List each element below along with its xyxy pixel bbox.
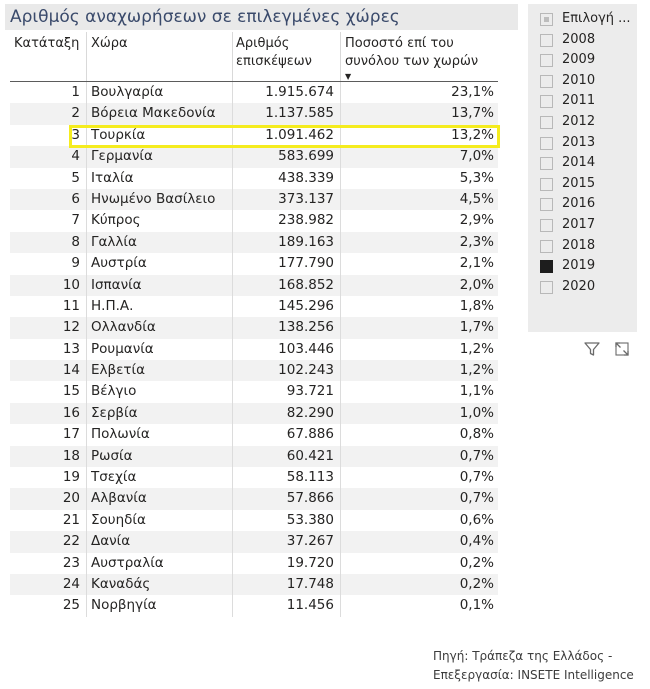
rank-cell: 10 [62,276,80,293]
country-cell: Νορβηγία [91,597,157,614]
slicer-item-label: Επιλογή ... [562,11,631,26]
table-row[interactable] [10,82,498,103]
column-divider [232,553,233,574]
visits-cell: 19.720 [286,554,334,571]
visits-cell: 58.113 [286,469,334,486]
percentage-cell: 0,7% [459,490,494,507]
slicer-item-label: 2011 [562,93,596,109]
slicer-select-all[interactable] [528,9,637,30]
visual-title: Αριθμός αναχωρήσεων σε επιλεγμένες χώρες [5,4,518,30]
country-cell: Η.Π.Α. [91,297,134,314]
column-divider [340,488,341,509]
slicer-item-2010[interactable] [528,71,637,92]
column-divider [340,168,341,189]
table-header [10,32,498,82]
slicer-item-label: 2015 [562,175,596,191]
column-divider [86,168,87,189]
visits-cell: 57.866 [286,490,334,507]
column-divider [232,296,233,317]
slicer-item-2019[interactable] [528,256,637,277]
header-percentage[interactable]: Ποσοστό επί του συνόλου των χωρών [345,36,479,69]
checkbox[interactable] [540,281,553,294]
column-divider [232,32,233,81]
table-row[interactable] [10,381,498,402]
filter-icon[interactable] [583,340,601,362]
slicer-item-2018[interactable] [528,236,637,257]
percentage-cell: 1,0% [459,404,494,421]
percentage-cell: 1,8% [459,297,494,314]
source-line-1: Πηγή: Τράπεζα της Ελλάδος - [433,649,613,663]
percentage-cell: 0,6% [459,511,494,528]
rank-cell: 7 [71,212,80,229]
country-cell: Αλβανία [91,490,147,507]
header-rank[interactable]: Κατάταξη [14,36,80,51]
column-divider [86,553,87,574]
column-divider [340,424,341,445]
table-row[interactable] [10,189,498,210]
slicer-item-label: 2013 [562,134,596,150]
slicer-item-2015[interactable] [528,174,637,195]
column-divider [86,467,87,488]
rank-cell: 20 [62,490,80,507]
column-divider [232,146,233,167]
column-divider [86,595,87,616]
country-cell: Βουλγαρία [91,84,164,100]
column-divider [232,424,233,445]
year-slicer [528,4,637,332]
country-cell: Σουηδία [91,511,146,528]
column-divider [340,275,341,296]
country-cell: Δανία [91,533,131,550]
column-divider [340,553,341,574]
percentage-cell: 0,2% [459,575,494,592]
country-cell: Γαλλία [91,233,137,250]
percentage-cell: 13,2% [451,126,494,143]
country-cell: Ελβετία [91,362,146,379]
slicer-item-label: 2016 [562,196,596,212]
column-divider [340,403,341,424]
visits-cell: 583.699 [278,148,334,165]
table-row[interactable] [10,488,498,509]
column-divider [340,189,341,210]
column-divider [232,189,233,210]
percentage-cell: 1,2% [459,362,494,379]
country-cell: Τσεχία [91,469,137,486]
column-divider [232,446,233,467]
rank-cell: 2 [71,105,80,122]
column-divider [232,339,233,360]
column-divider [232,574,233,595]
rank-cell: 13 [62,340,80,357]
visits-cell: 189.163 [278,233,334,250]
column-divider [86,232,87,253]
table-row[interactable] [10,574,498,595]
country-cell: Ρουμανία [91,340,154,357]
table-row[interactable] [10,467,498,488]
rank-cell: 9 [71,255,80,272]
column-divider [340,595,341,616]
column-divider [340,32,341,81]
percentage-cell: 0,1% [459,597,494,614]
column-divider [86,424,87,445]
slicer-item-label: 2018 [562,237,596,253]
column-divider [86,253,87,274]
column-divider [232,510,233,531]
column-divider [340,296,341,317]
rank-cell: 8 [71,233,80,250]
rank-cell: 4 [71,148,80,165]
focus-mode-icon[interactable] [613,340,631,362]
visits-cell: 1.137.585 [265,105,334,122]
slicer-item-2012[interactable] [528,112,637,133]
table-row[interactable] [10,253,498,274]
checkbox[interactable] [540,116,553,129]
country-cell: Ρωσία [91,447,133,464]
country-cell: Αυστρία [91,255,147,272]
slicer-item-2017[interactable] [528,215,637,236]
checkbox[interactable] [540,137,553,150]
country-cell: Ισπανία [91,276,142,293]
column-divider [86,125,87,146]
visual-header-icons [583,340,638,358]
rank-cell: 22 [62,533,80,550]
departures-table [10,32,498,617]
visits-cell: 145.296 [278,297,334,314]
table-row[interactable] [10,317,498,338]
rank-cell: 14 [62,362,80,379]
table-row[interactable] [10,360,498,381]
column-divider [340,146,341,167]
percentage-cell: 2,1% [459,255,494,272]
visits-cell: 177.790 [278,255,334,272]
column-divider [86,103,87,124]
percentage-cell: 0,7% [459,469,494,486]
visits-cell: 53.380 [286,511,334,528]
rank-cell: 11 [62,297,80,314]
column-divider [86,189,87,210]
table-row[interactable] [10,103,498,124]
checkbox[interactable] [540,34,553,47]
header-visits[interactable]: Αριθμός επισκέψεων [236,36,312,69]
column-divider [86,32,87,81]
table-row[interactable] [10,510,498,531]
column-divider [232,531,233,552]
checkbox[interactable] [540,95,553,108]
checkbox[interactable] [540,13,553,26]
checkbox[interactable] [540,157,553,170]
column-divider [340,574,341,595]
rank-cell: 24 [62,575,80,592]
country-cell: Ολλανδία [91,319,156,336]
visits-cell: 138.256 [278,319,334,336]
percentage-cell: 0,8% [459,426,494,443]
checkbox[interactable] [540,75,553,88]
column-divider [232,381,233,402]
country-cell: Κύπρος [91,212,141,229]
table-row[interactable] [10,210,498,231]
column-divider [232,210,233,231]
slicer-item-label: 2019 [562,258,596,274]
slicer-item-label: 2010 [562,72,596,88]
column-divider [340,360,341,381]
slicer-item-2020[interactable] [528,277,637,298]
table-row[interactable] [10,168,498,189]
column-divider [86,510,87,531]
visits-cell: 1.915.674 [265,84,334,100]
table-row[interactable] [10,125,498,146]
percentage-cell: 0,2% [459,554,494,571]
column-divider [232,317,233,338]
country-cell: Ηνωμένο Βασίλειο [91,190,216,207]
table-row[interactable] [10,275,498,296]
source-note [433,647,634,685]
rank-cell: 12 [62,319,80,336]
checkbox[interactable] [540,198,553,211]
percentage-cell: 2,0% [459,276,494,293]
column-divider [232,253,233,274]
column-divider [86,360,87,381]
visits-cell: 11.456 [286,597,334,614]
percentage-cell: 0,7% [459,447,494,464]
slicer-item-2008[interactable] [528,30,637,51]
percentage-cell: 7,0% [459,148,494,165]
column-divider [86,296,87,317]
column-divider [340,531,341,552]
visits-cell: 37.267 [286,533,334,550]
visits-cell: 103.446 [278,340,334,357]
column-divider [340,339,341,360]
slicer-item-label: 2009 [562,52,596,68]
visits-cell: 67.886 [286,426,334,443]
column-divider [340,82,341,103]
rank-cell: 15 [62,383,80,400]
slicer-item-label: 2014 [562,155,596,171]
country-cell: Ιταλία [91,169,134,186]
visits-cell: 82.290 [286,404,334,421]
rank-cell: 19 [62,469,80,486]
slicer-item-label: 2008 [562,31,596,47]
table-row[interactable] [10,424,498,445]
column-divider [340,125,341,146]
rank-cell: 17 [62,426,80,443]
table-row[interactable] [10,553,498,574]
visits-cell: 60.421 [286,447,334,464]
column-divider [232,595,233,616]
table-row[interactable] [10,232,498,253]
rank-cell: 3 [71,126,80,143]
column-divider [340,210,341,231]
checkbox[interactable] [540,260,553,273]
visits-cell: 168.852 [278,276,334,293]
table-body [10,82,498,617]
column-divider [340,467,341,488]
rank-cell: 23 [62,554,80,571]
column-divider [232,488,233,509]
rank-cell: 18 [62,447,80,464]
column-divider [340,381,341,402]
checkbox[interactable] [540,54,553,67]
header-country[interactable]: Χώρα [91,36,128,51]
column-divider [86,146,87,167]
percentage-cell: 23,1% [451,84,494,100]
column-divider [86,381,87,402]
slicer-item-2013[interactable] [528,133,637,154]
column-divider [340,510,341,531]
table-row[interactable] [10,531,498,552]
visits-cell: 102.243 [278,362,334,379]
visits-cell: 238.982 [278,212,334,229]
visits-cell: 438.339 [278,169,334,186]
slicer-item-2011[interactable] [528,91,637,112]
rank-cell: 25 [62,597,80,614]
percentage-cell: 13,7% [451,105,494,122]
column-divider [86,574,87,595]
visits-cell: 373.137 [278,190,334,207]
percentage-cell: 0,4% [459,533,494,550]
visits-cell: 17.748 [286,575,334,592]
source-line-2: Επεξεργασία: INSETE Intelligence [433,668,634,682]
country-cell: Γερμανία [91,148,153,165]
slicer-item-2014[interactable] [528,153,637,174]
percentage-cell: 2,9% [459,212,494,229]
rank-cell: 1 [71,84,80,100]
column-divider [340,317,341,338]
column-divider [232,103,233,124]
column-divider [232,82,233,103]
rank-cell: 21 [62,511,80,528]
visits-cell: 93.721 [286,383,334,400]
percentage-cell: 5,3% [459,169,494,186]
sort-descending-icon[interactable]: ▼ [345,72,352,81]
country-cell: Καναδάς [91,575,151,592]
column-divider [86,210,87,231]
table-row[interactable] [10,296,498,317]
table-row[interactable] [10,339,498,360]
checkbox[interactable] [540,219,553,232]
country-cell: Πολωνία [91,426,150,443]
country-cell: Σερβία [91,404,138,421]
slicer-item-label: 2012 [562,113,596,129]
slicer-item-2016[interactable] [528,194,637,215]
column-divider [86,339,87,360]
column-divider [232,403,233,424]
column-divider [86,275,87,296]
column-divider [86,82,87,103]
visits-cell: 1.091.462 [265,126,334,143]
column-divider [86,531,87,552]
percentage-cell: 4,5% [459,190,494,207]
rank-cell: 5 [71,169,80,186]
rank-cell: 6 [71,190,80,207]
column-divider [232,360,233,381]
column-divider [232,467,233,488]
table-row[interactable] [10,595,498,616]
column-divider [232,275,233,296]
checkbox[interactable] [540,178,553,191]
percentage-cell: 1,1% [459,383,494,400]
column-divider [232,168,233,189]
column-divider [86,317,87,338]
column-divider [340,253,341,274]
checkbox[interactable] [540,240,553,253]
column-divider [86,488,87,509]
column-divider [86,446,87,467]
column-divider [86,403,87,424]
table-row[interactable] [10,446,498,467]
country-cell: Βέλγιο [91,383,137,400]
column-divider [232,125,233,146]
country-cell: Αυστραλία [91,554,164,571]
table-row[interactable] [10,403,498,424]
percentage-cell: 1,2% [459,340,494,357]
country-cell: Βόρεια Μακεδονία [91,105,216,122]
table-row[interactable] [10,146,498,167]
column-divider [340,446,341,467]
percentage-cell: 2,3% [459,233,494,250]
column-divider [340,232,341,253]
slicer-item-2009[interactable] [528,50,637,71]
percentage-cell: 1,7% [459,319,494,336]
column-divider [232,232,233,253]
slicer-item-label: 2017 [562,216,596,232]
slicer-item-label: 2020 [562,278,596,294]
country-cell: Τουρκία [91,126,146,143]
column-divider [340,103,341,124]
rank-cell: 16 [62,404,80,421]
